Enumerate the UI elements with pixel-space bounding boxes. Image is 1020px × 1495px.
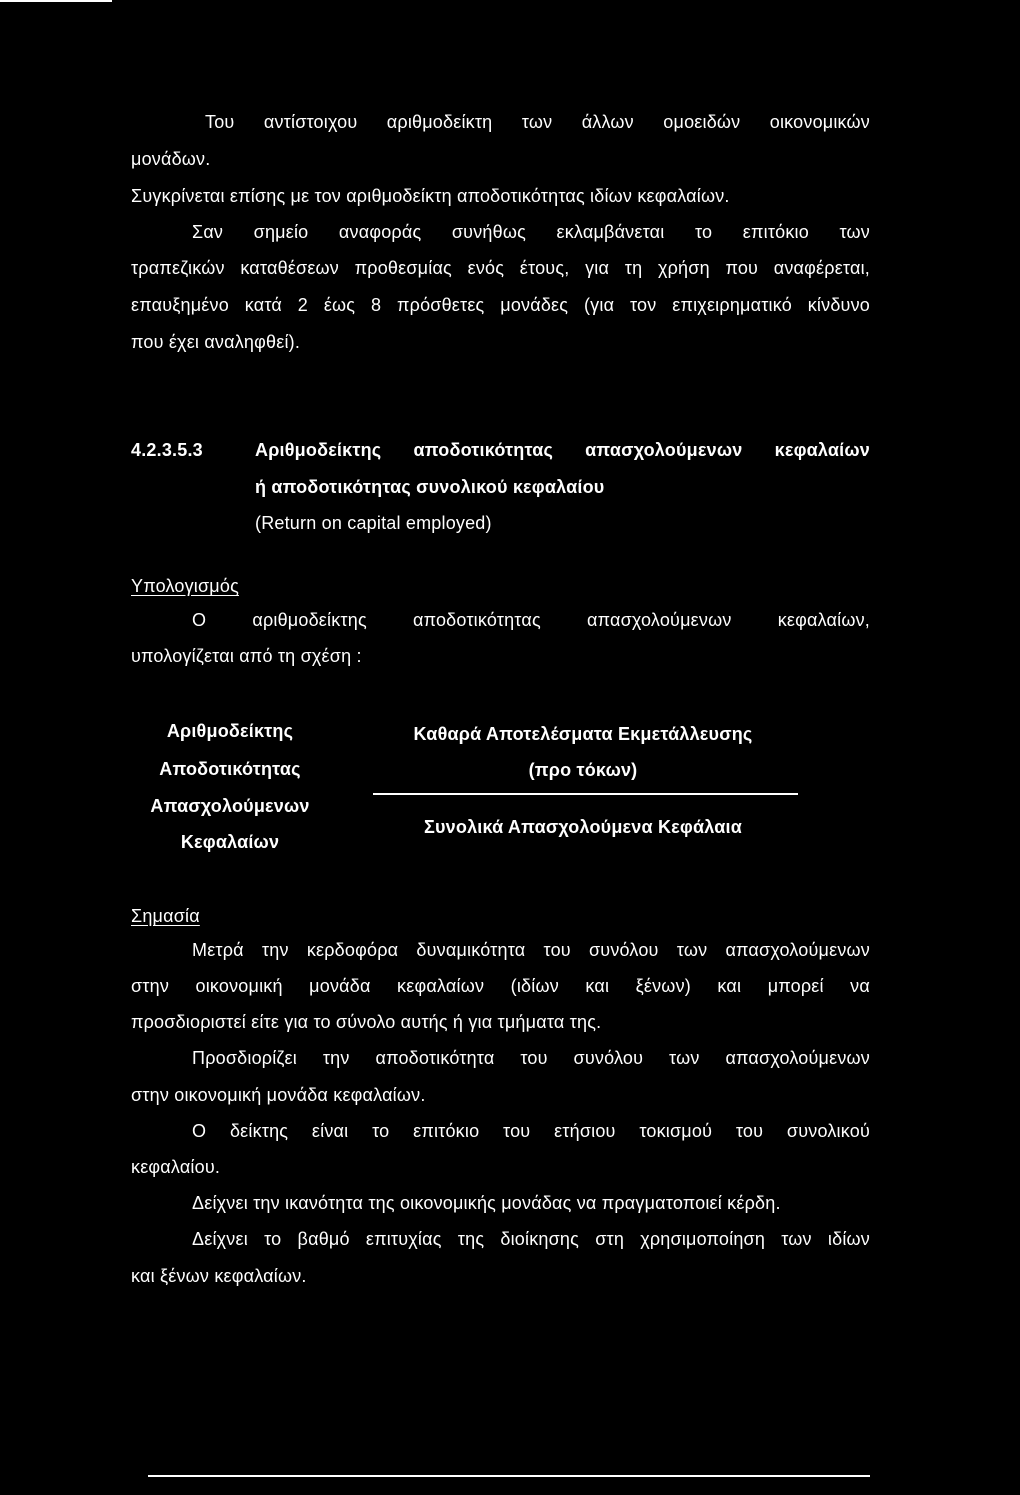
paragraph-3-line-2: τραπεζικών καταθέσεων προθεσμίας ενός έτους, για τη χρήση που αναφέρεται, (131, 258, 870, 278)
section-title-line-2: ή αποδοτικότητας συνολικού κεφαλαίου (255, 477, 605, 497)
significance-line-2: στην οικονομική μονάδα κεφαλαίων (ιδίων και ξένων) και μπορεί να (131, 976, 870, 996)
calculation-heading: Υπολογισμός (131, 576, 239, 596)
significance-line-1: Μετρά την κερδοφόρα δυναμικότητα του συνόλου των απασχολούμενων (192, 940, 870, 960)
significance-line-4: Προσδιορίζει την αποδοτικότητα του συνόλου των απασχολούμενων (192, 1048, 870, 1068)
formula-left-line-2: Αποδοτικότητας (159, 759, 301, 779)
calculation-line-2: υπολογίζεται από τη σχέση : (131, 646, 362, 666)
paragraph-3-line-3: επαυξημένο κατά 2 έως 8 πρόσθετες μονάδες (για τον επιχειρηματικό κίνδυνο (131, 295, 870, 315)
formula-denominator: Συνολικά Απασχολούμενα Κεφάλαια (423, 817, 742, 837)
formula-left-line-1: Αριθμοδείκτης (166, 721, 294, 741)
paragraph-2: Συγκρίνεται επίσης με τον αριθμοδείκτη αποδοτικότητας ιδίων κεφαλαίων. (131, 186, 730, 206)
significance-line-10: και ξένων κεφαλαίων. (131, 1266, 307, 1286)
section-subtitle: (Return on capital employed) (255, 513, 492, 533)
formula-numerator-line-1: Καθαρά Αποτελέσματα Εκμετάλλευσης (413, 724, 753, 744)
significance-line-7: κεφαλαίου. (131, 1157, 221, 1177)
paragraph-1-line-2: μονάδων. (131, 149, 211, 169)
formula-left-line-4: Κεφαλαίων (180, 832, 280, 852)
formula-numerator-line-2: (προ τόκων) (528, 760, 638, 780)
section-title-line-1: Αριθμοδείκτης αποδοτικότητας απασχολούμενων κεφαλαίων (255, 440, 870, 460)
paragraph-3-line-4: που έχει αναληφθεί). (131, 332, 301, 352)
fraction-rule (373, 793, 798, 795)
significance-line-6: Ο δείκτης είναι το επιτόκιο του ετήσιου τοκισμού του συνολικού (192, 1121, 870, 1141)
formula-left-line-3: Απασχολούμενων (150, 796, 310, 816)
paragraph-1-line-1: Του αντίστοιχου αριθμοδείκτη των άλλων ομοειδών οικονομικών (205, 112, 870, 132)
paragraph-3-line-1: Σαν σημείο αναφοράς συνήθως εκλαμβάνεται το επιτόκιο των (192, 222, 870, 242)
bottom-rule (148, 1475, 870, 1477)
significance-line-3: προσδιοριστεί είτε για το σύνολο αυτής ή για τμήματα της. (131, 1012, 602, 1032)
significance-line-5: στην οικονομική μονάδα κεφαλαίων. (131, 1085, 426, 1105)
calculation-line-1: Ο αριθμοδείκτης αποδοτικότητας απασχολούμενων κεφαλαίων, (192, 610, 870, 630)
significance-line-8: Δείχνει την ικανότητα της οικονομικής μονάδας να πραγματοποιεί κέρδη. (192, 1193, 781, 1213)
top-rule (0, 0, 112, 2)
significance-heading: Σημασία (131, 906, 200, 926)
section-number: 4.2.3.5.3 (131, 440, 203, 460)
significance-line-9: Δείχνει το βαθμό επιτυχίας της διοίκησης στη χρησιμοποίηση των ιδίων (192, 1229, 870, 1249)
